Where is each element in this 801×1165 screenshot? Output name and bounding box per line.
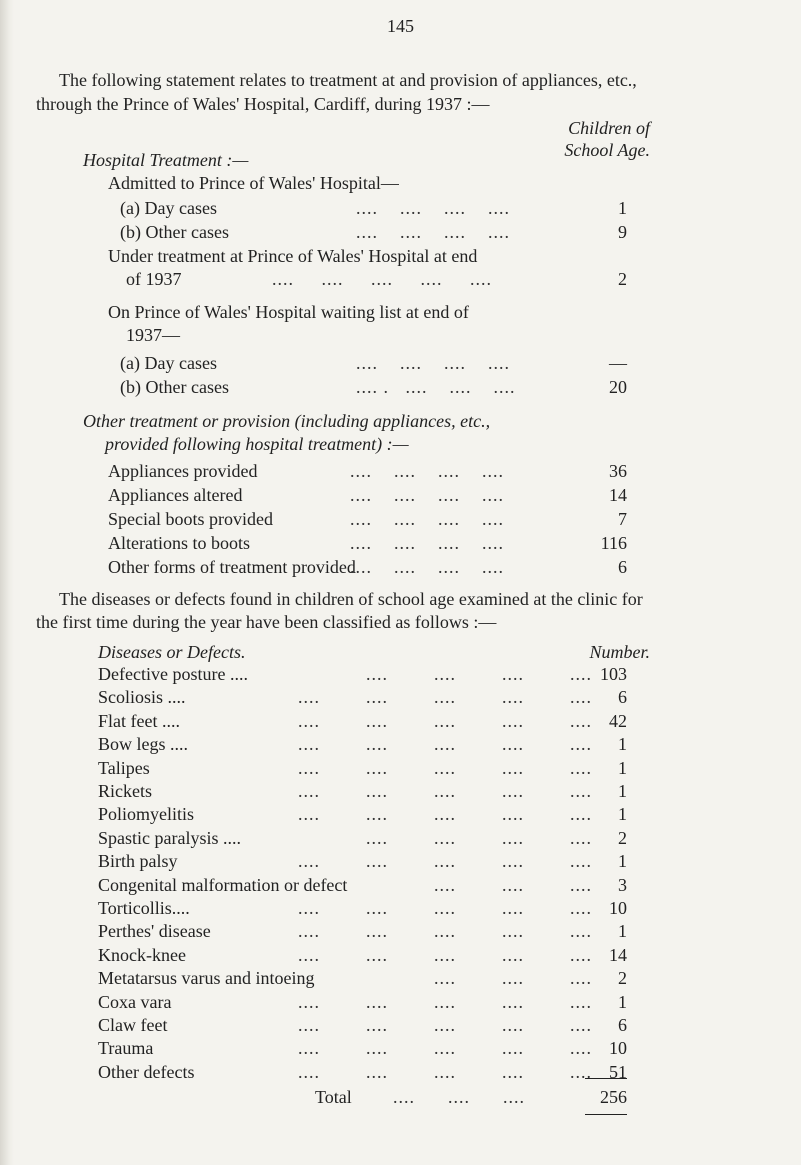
table-row: Birth palsy .... .... .... .... .... 1 (98, 851, 627, 872)
under-treatment-line-1: Under treatment at Prince of Wales' Hospital at end (108, 246, 478, 266)
other-treatment-heading-1: Other treatment or provision (including appliances, etc., (83, 411, 491, 431)
total-label: Total (315, 1087, 352, 1107)
row-value: 1 (618, 851, 627, 872)
row-value: 10 (609, 1038, 627, 1059)
row-label: of 1937 (126, 269, 182, 289)
diseases-intro-line-2: the first time during the year have been classified as follows :— (36, 612, 497, 632)
diseases-column-header: Diseases or Defects. (98, 642, 246, 662)
row-value: 103 (600, 664, 627, 684)
other-treatment-row (108, 460, 627, 482)
number-column-header: Number. (589, 642, 650, 662)
intro-line-2: through the Prince of Wales' Hospital, Cardiff, during 1937 :— (36, 94, 490, 114)
leader-dots: .... .... .... .... (350, 557, 504, 577)
admitted-day-cases-row (120, 197, 627, 219)
leader-dots: .... .... .... .... .... (272, 269, 492, 289)
row-label: (a) Day cases (120, 198, 217, 218)
row-label: (a) Day cases (120, 353, 217, 373)
table-row: Trauma .... .... .... .... .... 10 (98, 1038, 627, 1059)
row-value: 1 (618, 198, 627, 218)
total-rule-top (585, 1078, 627, 1079)
row-value: 1 (618, 991, 627, 1012)
row-label: Flat feet .... (98, 710, 180, 731)
row-label: Scoliosis .... (98, 687, 186, 708)
row-label: Special boots provided (108, 509, 273, 529)
total-rule-bottom (585, 1114, 627, 1115)
leader-dots: .... . .... .... .... (356, 377, 516, 397)
table-row: Congenital malformation or defect .... .... .... 3 (98, 874, 627, 895)
other-treatment-row (108, 532, 627, 554)
row-label: Congenital malformation or defect (98, 874, 348, 895)
table-row: Metatarsus varus and intoeing .... .... .... 2 (98, 968, 627, 989)
diseases-intro-line-1: The diseases or defects found in children of school age examined at the clinic for (59, 589, 643, 609)
table-row: Knock-knee .... .... .... .... .... 14 (98, 944, 627, 965)
row-value: 10 (609, 898, 627, 918)
leader-dots: .... .... .... .... (350, 461, 504, 481)
row-value: 6 (618, 1015, 627, 1035)
other-treatment-heading-2: provided following hospital treatment) :— (105, 434, 409, 454)
table-row: Defective posture .... .... .... .... .... 103 (98, 664, 627, 684)
row-label: Bow legs .... (98, 734, 188, 755)
other-treatment-row (108, 508, 627, 530)
row-label: Alterations to boots (108, 533, 250, 553)
row-value: 51 (609, 1061, 627, 1082)
row-label: Talipes (98, 757, 150, 778)
other-treatment-row (108, 484, 627, 506)
table-row: Bow legs .... .... .... .... .... .... 1 (98, 734, 627, 755)
row-value: 9 (618, 222, 627, 242)
row-value: 1 (618, 804, 627, 825)
row-value: 6 (618, 557, 627, 577)
leader-dots: .... .... .... .... (350, 533, 504, 553)
row-value: 14 (609, 485, 627, 505)
column-header-line-1: Children of (568, 118, 650, 138)
row-label: Birth palsy (98, 851, 178, 872)
leader-dots: .... .... .... .... (356, 198, 510, 218)
admitted-label: Admitted to Prince of Wales' Hospital— (108, 173, 399, 193)
row-value: 36 (609, 461, 627, 481)
row-label: Appliances provided (108, 461, 258, 481)
under-treatment-row (126, 268, 627, 290)
row-value: 116 (600, 533, 627, 553)
row-label: Metatarsus varus and intoeing (98, 968, 315, 989)
row-value: 14 (609, 944, 627, 965)
leader-dots: .... .... .... .... (356, 353, 510, 373)
total-value: 256 (600, 1087, 627, 1107)
row-label: Appliances altered (108, 485, 243, 505)
row-label: Knock-knee (98, 944, 186, 965)
hospital-treatment-heading: Hospital Treatment :— (83, 150, 249, 170)
table-row: Talipes .... .... .... .... .... 1 (98, 757, 627, 778)
table-row: Rickets .... .... .... .... .... 1 (98, 781, 627, 801)
page-number: 145 (387, 16, 414, 36)
row-value: 42 (609, 710, 627, 731)
row-value: 1 (618, 921, 627, 942)
table-row: Coxa vara .... .... .... .... .... 1 (98, 991, 627, 1012)
row-label: Coxa vara (98, 991, 172, 1012)
column-header-line-2: School Age. (564, 140, 650, 160)
leader-dots: .... .... .... (393, 1087, 525, 1107)
waiting-day-cases-row (120, 352, 627, 374)
row-label: Trauma (98, 1038, 154, 1059)
row-value: 2 (618, 269, 627, 289)
row-label: Other forms of treatment provided (108, 557, 356, 577)
waiting-list-line-1: On Prince of Wales' Hospital waiting list at end of (108, 302, 469, 322)
row-value: 2 (618, 968, 627, 989)
row-label: (b) Other cases (120, 377, 229, 397)
table-row: Torticollis.... .... .... .... .... .... 10 (98, 898, 627, 918)
row-value: 7 (618, 509, 627, 529)
table-row: Other defects .... .... .... .... .... 51 (98, 1061, 627, 1082)
table-row: Spastic paralysis .... .... .... .... .... 2 (98, 827, 627, 848)
row-label: Defective posture .... (98, 664, 248, 684)
row-value: 6 (618, 687, 627, 708)
row-value: — (609, 353, 627, 373)
row-label: Poliomyelitis (98, 804, 195, 825)
row-label: Claw feet (98, 1015, 168, 1035)
waiting-list-line-2: 1937— (126, 325, 180, 345)
table-row: Flat feet .... .... .... .... .... .... 42 (98, 710, 627, 731)
table-row: Perthes' disease .... .... .... .... .... 1 (98, 921, 627, 942)
row-value: 2 (618, 827, 627, 848)
waiting-other-cases-row (120, 376, 627, 398)
table-row: Poliomyelitis .... .... .... .... .... 1 (98, 804, 627, 825)
leader-dots: .... .... .... .... (350, 485, 504, 505)
intro-line-1: The following statement relates to treatment at and provision of appliances, etc., (59, 70, 637, 90)
row-label: Other defects (98, 1061, 195, 1082)
table-row: Claw feet .... .... .... .... .... 6 (98, 1015, 627, 1035)
row-value: 20 (609, 377, 627, 397)
leader-dots: .... .... .... .... (350, 509, 504, 529)
leader-dots: .... .... .... .... (356, 222, 510, 242)
row-value: 3 (618, 874, 627, 895)
row-label: Spastic paralysis .... (98, 827, 241, 848)
row-label: Perthes' disease (98, 921, 211, 942)
row-label: Rickets (98, 781, 152, 801)
row-label: (b) Other cases (120, 222, 229, 242)
row-value: 1 (618, 734, 627, 755)
row-label: Torticollis.... (98, 898, 190, 918)
total-row (315, 1086, 627, 1108)
table-row: Scoliosis .... .... .... .... .... .... 6 (98, 687, 627, 708)
row-value: 1 (618, 781, 627, 801)
admitted-other-cases-row (120, 221, 627, 243)
other-treatment-row (108, 556, 627, 578)
row-value: 1 (618, 757, 627, 778)
